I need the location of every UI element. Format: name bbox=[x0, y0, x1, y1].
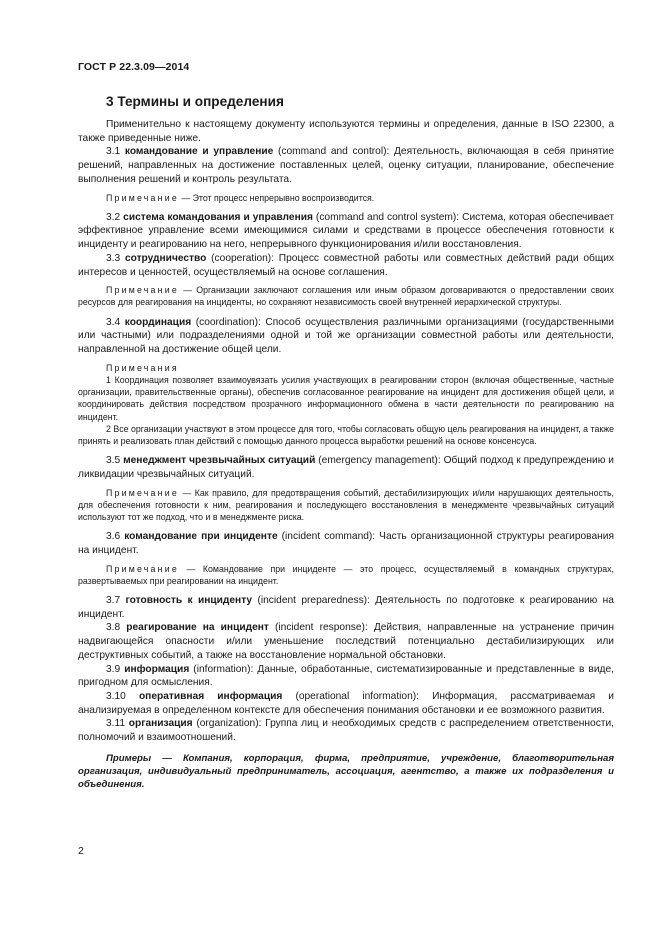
note-3-1: Примечание — Этот процесс непрерывно воспроизводится. bbox=[106, 192, 375, 203]
term-3-6: 3.6 командование при инциденте (incident command): Часть организационной структуры реагирования на инцидент. bbox=[78, 531, 614, 556]
intro-paragraph: Применительно к настоящему документу используются термины и определения, данные в ISO 22300, а также приведенные ниже. bbox=[78, 119, 614, 144]
note-3-4-2: 2 Все организации участвуют в этом процессе для того, чтобы согласовать общую цель реагирования на инцидент, а также принять и реализовать план действий с помощью данного процесса выработки решений на основе консенсуса. bbox=[78, 423, 614, 446]
term-3-11: 3.11 организация (organization): Группа лиц и необходимых средств с распределением ответственности, полномочий и взаимоотношений. bbox=[78, 718, 614, 744]
term-3-5: 3.5 менеджмент чрезвычайных ситуаций (emergency management): Общий подход к предупреждению и ликвидации чрезвычайных ситуаций. bbox=[78, 455, 614, 480]
section-title: 3 Термины и определения bbox=[106, 94, 284, 109]
note-3-6: Примечание — Командование при инциденте — это процесс, осуществляемый в командных структурах, развертываемых при реагировании на инцидент. bbox=[78, 563, 614, 586]
document-body bbox=[78, 118, 614, 791]
term-3-10: 3.10 оперативная информация (operational information): Информация, рассматриваемая и анализируемая в определенном контексте для обеспечения понимания обстановки и ее возможного развития. bbox=[78, 690, 614, 716]
note-3-5: Примечание — Как правило, для предотвращения событий, дестабилизирующих и/или нарушающих деятельность, для обеспечения готовности к ним, реагирования и последующего восстановления в менеджменте чрезвычайных ситуаций используют тот же подход, что и в менеджменте риска. bbox=[78, 487, 614, 522]
note-3-4-1: 1 Координация позволяет взаимоувязать усилия участвующих в реагировании сторон (включая общественные, частные организации, правительственные органы), обеспечив согласованное реагирование на инцидент для достижения общей цели, и координировать действия посредством прозрачного информационного обмена в части деятельности по реагированию на инцидент. bbox=[78, 374, 614, 422]
term-3-1: 3.1 командование и управление (command and control): Деятельность, включающая в себя принятие решений, направленных на достижение поставленных целей, оценку ситуации, планирование, обеспечение выполнения решений и контроль результата. bbox=[78, 146, 614, 185]
page-number: 2 bbox=[78, 845, 84, 857]
document-header: ГОСТ Р 22.3.09—2014 bbox=[78, 61, 190, 73]
term-3-2: 3.2 система командования и управления (command and control system): Система, которая обеспечивает эффективное управление всеми имеющимися силами и средствами в процессе обеспечения готовности к инциденту и реагированию на него, непрерывного функционирования и/или восстановления. bbox=[78, 211, 614, 251]
term-3-9: 3.9 информация (information): Данные, обработанные, систематизированные и представленные в виде, пригодном для осмысления. bbox=[78, 663, 614, 689]
term-3-3: 3.3 сотрудничество (cooperation): Процесс совместной работы или совместных действий ради общих интересов и ценностей, осуществляемый на основе соглашения. bbox=[78, 252, 614, 278]
notes-3-4-heading: Примечания bbox=[106, 362, 179, 373]
term-3-8: 3.8 реагирование на инцидент (incident response): Действия, направленные на устранение причин надвигающейся опасности и/или уменьшение последствий потенциально дестабилизирующих или деструктивных событий, а также на восстановление нормальной обстановки. bbox=[78, 622, 614, 661]
term-3-4: 3.4 координация (coordination): Способ осуществления различными организациями (государственными или частными) или подразделениями одной и той же организации совместной работы или деятельности, направленной на достижение общей цели. bbox=[78, 316, 614, 356]
examples-3-11: Примеры — Компания, корпорация, фирма, предприятие, учреждение, благотворительная организация, индивидуальный предприниматель, ассоциация, агентство, а также их подразделения и объединения. bbox=[78, 752, 614, 791]
note-3-3: Примечание — Организации заключают соглашения или иным образом договариваются о предоставлении своих ресурсов для реагирования на инциденты, но сохраняют независимость своей внутренней иерархической структуры. bbox=[78, 285, 614, 308]
term-3-7: 3.7 готовность к инциденту (incident preparedness): Деятельность по подготовке к реагированию на инцидент. bbox=[78, 595, 614, 620]
